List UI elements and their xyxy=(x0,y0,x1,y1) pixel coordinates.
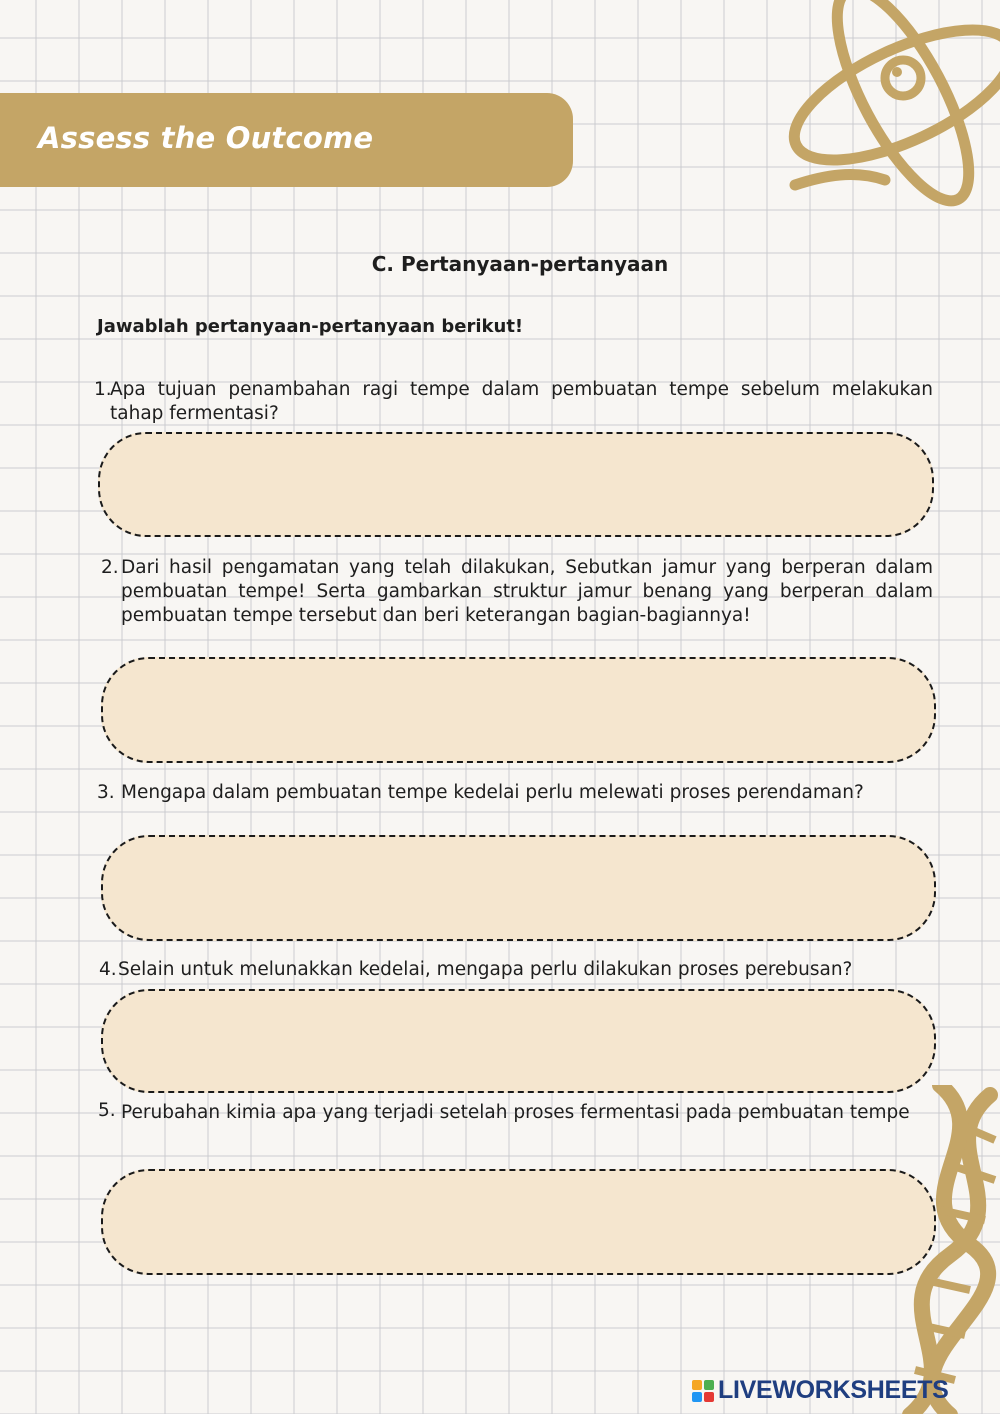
question-text: Perubahan kimia apa yang terjadi setelah proses fermentasi pada pembuatan tempe xyxy=(121,1102,910,1123)
question-text: Apa tujuan penambahan ragi tempe dalam pembuatan tempe sebelum melakukan tahap fermentasi? xyxy=(110,379,933,424)
question-number: 5. xyxy=(98,1100,116,1121)
instruction-text: Jawablah pertanyaan-pertanyaan berikut! xyxy=(97,316,524,337)
question-text: Dari hasil pengamatan yang telah dilakukan, Sebutkan jamur yang berperan dalam pembuatan tempe! Serta gambarkan struktur jamur benang yang berperan dalam pembuatan tempe tersebut dan beri keterangan bagian-bagiannya! xyxy=(121,557,933,626)
answer-box-1[interactable] xyxy=(98,432,934,537)
answer-box-2[interactable] xyxy=(101,657,936,763)
liveworksheets-logo[interactable] xyxy=(692,1376,949,1405)
page-title: Assess the Outcome xyxy=(38,121,374,155)
atom-icon xyxy=(755,0,1000,235)
question-text: Mengapa dalam pembuatan tempe kedelai perlu melewati proses perendaman? xyxy=(121,782,864,803)
question-number: 4. xyxy=(99,959,117,980)
question-number: 1. xyxy=(94,379,112,400)
section-title: C. Pertanyaan-pertanyaan xyxy=(371,252,669,276)
question-text: Selain untuk melunakkan kedelai, mengapa perlu dilakukan proses perebusan? xyxy=(118,959,853,980)
answer-box-4[interactable] xyxy=(101,989,936,1093)
liveworksheets-logo-icon xyxy=(692,1380,714,1402)
question-number: 2. xyxy=(101,557,119,578)
brand-name: LIVEWORKSHEETS xyxy=(718,1376,949,1404)
answer-box-3[interactable] xyxy=(101,835,936,941)
answer-box-5[interactable] xyxy=(101,1169,936,1275)
question-number: 3. xyxy=(97,782,115,803)
